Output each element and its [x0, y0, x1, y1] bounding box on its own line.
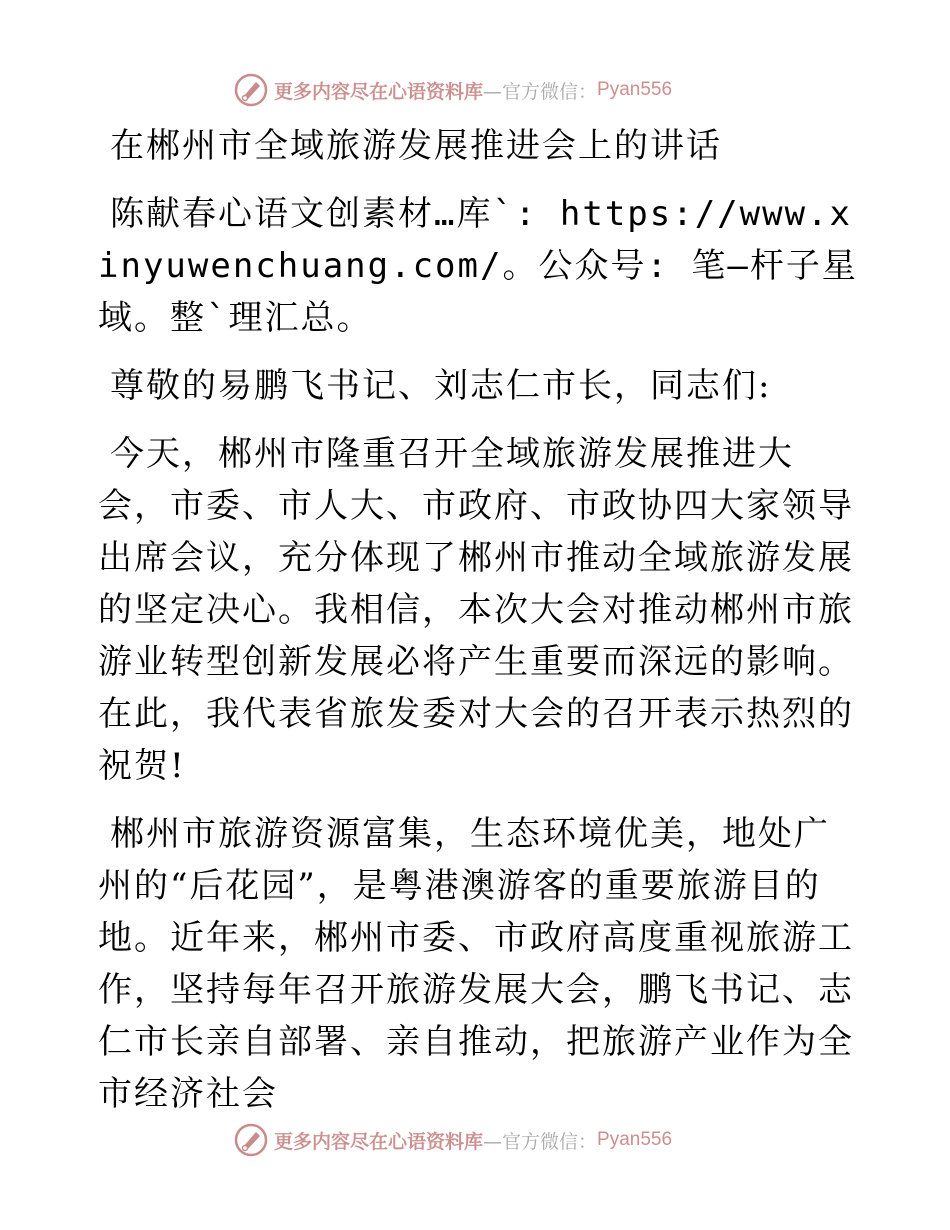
- header-watermark: [234, 72, 672, 108]
- watermark-promo-text: 更多内容尽在心语资料库: [274, 80, 484, 103]
- salutation: 尊敬的易鹏飞书记、刘志仁市长，同志们:: [110, 366, 772, 406]
- document-body: [98, 120, 858, 1136]
- brand-logo-icon: [234, 1123, 268, 1157]
- paragraph-2: 郴州市旅游资源富集，生态环境优美，地处广州的“后花园”，是粤港澳游客的重要旅游目的地。近年来，郴州市委、市政府高度重视旅游工作，坚持每年召开旅游发展大会，鹏飞书记、志仁市长亲自部署、亲自推动，把旅游产业作为全市经济社会: [98, 814, 854, 1114]
- source-note: 陈献春心语文创素材…库`: https://www.xinyuwenchuang.com/。公众号: 笔—杆子星域。整`理汇总。: [98, 194, 858, 338]
- watermark-promo-text: 更多内容尽在心语资料库: [274, 1130, 484, 1153]
- watermark-wechat-id: Pyan556: [597, 79, 673, 100]
- document-title: 在郴州市全域旅游发展推进会上的讲话: [110, 126, 722, 166]
- watermark-wechat-id: Pyan556: [597, 1129, 673, 1150]
- brand-logo-icon: [234, 73, 268, 107]
- watermark-official-label: —官方微信：: [483, 1130, 598, 1153]
- footer-watermark: [234, 1122, 672, 1158]
- paragraph-1: 今天，郴州市隆重召开全域旅游发展推进大会，市委、市人大、市政府、市政协四大家领导出席会议，充分体现了郴州市推动全域旅游发展的坚定决心。我相信，本次大会对推动郴州市旅游业转型创新发展必将产生重要而深远的影响。在此，我代表省旅发委对大会的召开表示热烈的祝贺!: [98, 434, 854, 786]
- watermark-official-label: —官方微信：: [483, 80, 598, 103]
